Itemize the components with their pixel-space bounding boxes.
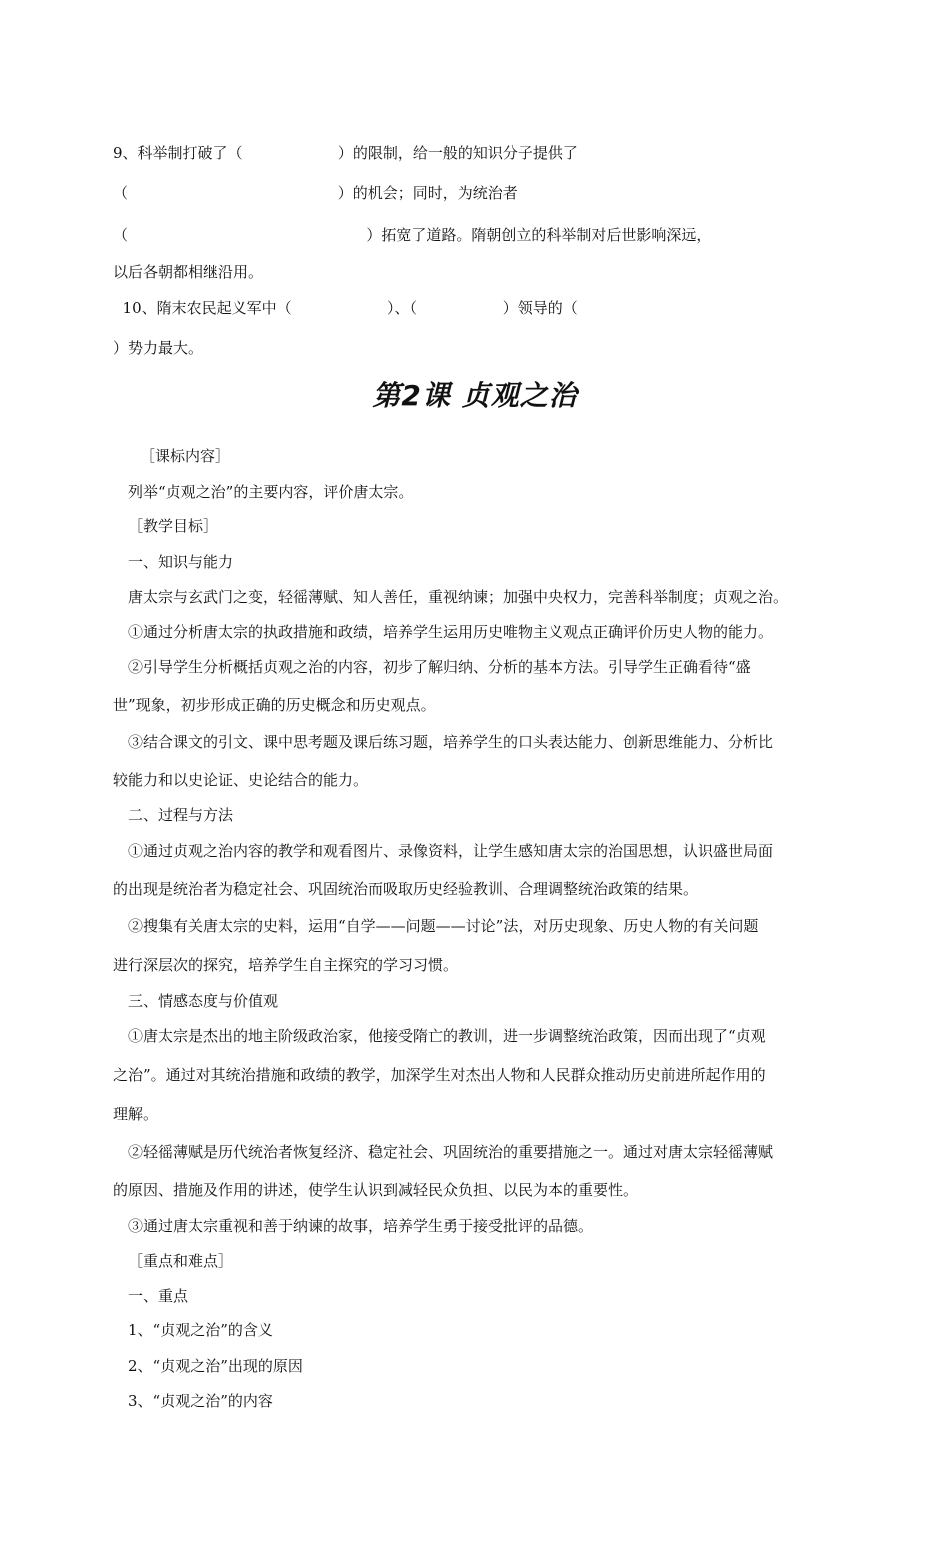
list-item: 3、“贞观之治”的内容 (128, 1392, 273, 1410)
exercise-9-line-2: （ ）的机会；同时，为统治者 (113, 184, 518, 202)
section-header-objectives: ［教学目标］ (128, 517, 219, 535)
paragraph: 的原因、措施及作用的讲述，使学生认识到减轻民众负担、以民为本的重要性。 (113, 1181, 639, 1199)
paragraph: ③结合课文的引文、课中思考题及课后练习题，培养学生的口头表达能力、创新思维能力、分析比 (128, 733, 774, 751)
paragraph: 唐太宗与玄武门之变，轻徭薄赋、知人善任，重视纳谏；加强中央权力，完善科举制度；贞观之治。 (128, 588, 789, 606)
paragraph: ②轻徭薄赋是历代统治者恢复经济、稳定社会、巩固统治的重要措施之一。通过对唐太宗轻徭薄赋 (128, 1143, 774, 1161)
list-item: 1、“贞观之治”的含义 (128, 1321, 273, 1339)
exercise-10-line-2: ）势力最大。 (113, 339, 204, 357)
subheading-knowledge: 一、知识与能力 (128, 553, 234, 571)
paragraph: 的出现是统治者为稳定社会、巩固统治而吸取历史经验教训、合理调整统治政策的结果。 (113, 880, 699, 898)
paragraph: ①唐太宗是杰出的地主阶级政治家，他接受隋亡的教训，进一步调整统治政策，因而出现了“贞观 (128, 1027, 766, 1045)
paragraph: 理解。 (113, 1105, 159, 1123)
paragraph: ①通过贞观之治内容的教学和观看图片、录像资料，让学生感知唐太宗的治国思想，认识盛世局面 (128, 842, 774, 860)
lesson-title: 第2课 贞观之治 (372, 379, 578, 412)
subheading-process: 二、过程与方法 (128, 806, 234, 824)
section-header-key-points: ［重点和难点］ (128, 1252, 234, 1270)
paragraph: 之治”。通过对其统治措施和政绩的教学，加深学生对杰出人物和人民群众推动历史前进所起作用的 (113, 1066, 766, 1084)
exercise-9-line-1: 9、科举制打破了（ ）的限制，给一般的知识分子提供了 (113, 144, 578, 162)
exercise-9-line-4: 以后各朝都相继沿用。 (113, 263, 264, 281)
paragraph: ①通过分析唐太宗的执政措施和政绩，培养学生运用历史唯物主义观点正确评价历史人物的能力。 (128, 623, 774, 641)
exercise-9-line-3: （ ）拓宽了道路。隋朝创立的科举制对后世影响深远， (113, 226, 712, 244)
paragraph: 世”现象，初步形成正确的历史概念和历史观点。 (113, 696, 436, 714)
subheading-values: 三、情感态度与价值观 (128, 992, 279, 1010)
paragraph: 较能力和以史论证、史论结合的能力。 (113, 771, 369, 789)
paragraph: ②搜集有关唐太宗的史料，运用“自学——问题——讨论”法，对历史现象、历史人物的有关问题 (128, 917, 759, 935)
list-item: 2、“贞观之治”出现的原因 (128, 1357, 303, 1375)
curriculum-text: 列举“贞观之治”的主要内容，评价唐太宗。 (128, 483, 414, 501)
paragraph: 进行深层次的探究，培养学生自主探究的学习习惯。 (113, 956, 459, 974)
section-header-curriculum: ［课标内容］ (140, 447, 231, 465)
paragraph: ②引导学生分析概括贞观之治的内容，初步了解归纳、分析的基本方法。引导学生正确看待“盛 (128, 658, 751, 676)
paragraph: ③通过唐太宗重视和善于纳谏的故事，培养学生勇于接受批评的品德。 (128, 1217, 594, 1235)
exercise-10-line-1: 10、隋末农民起义军中（ ）、（ ）领导的（ (113, 299, 578, 317)
subheading-key-points: 一、重点 (128, 1287, 189, 1305)
